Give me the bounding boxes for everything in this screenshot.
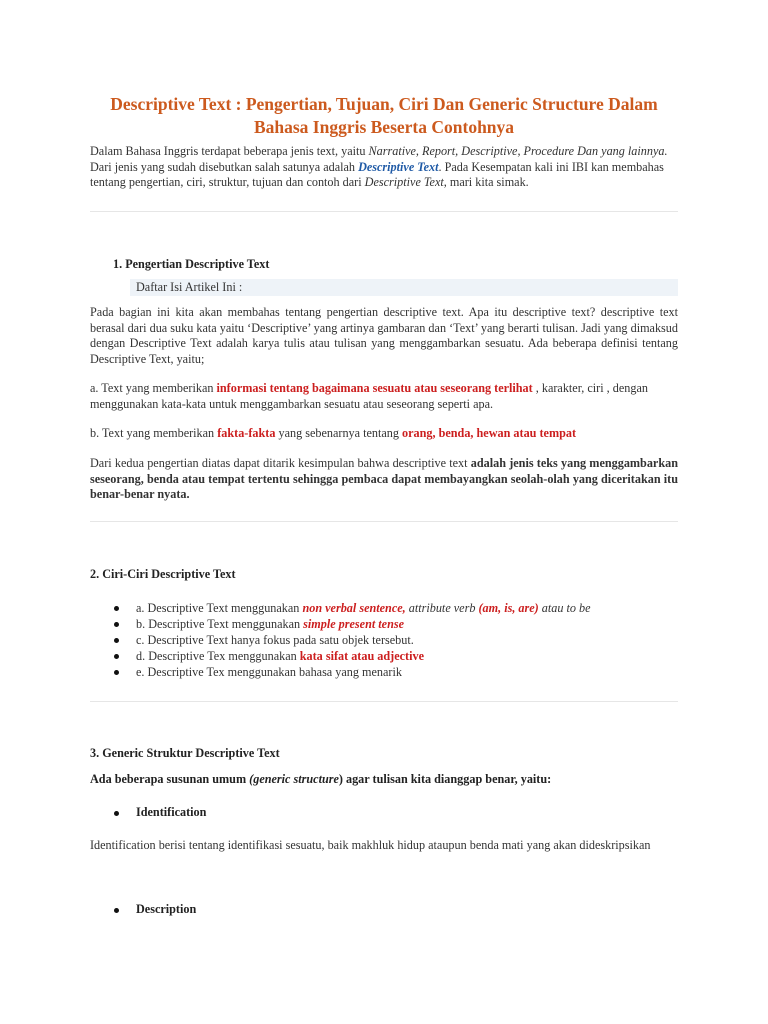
list-item <box>110 648 591 664</box>
definition-b <box>90 426 678 442</box>
list-item <box>110 632 591 648</box>
list-item <box>110 600 591 616</box>
bullet-icon <box>114 622 119 627</box>
divider <box>90 521 678 522</box>
bullet-icon <box>114 811 119 816</box>
highlight-red: orang, benda, hewan atau tempat <box>402 426 577 440</box>
list-item-italic: atau to be <box>538 601 591 615</box>
ciri-list <box>110 600 591 680</box>
table-of-contents[interactable]: Daftar Isi Artikel Ini : <box>130 279 678 296</box>
list-item-text: c. Descriptive Text hanya fokus pada satu objek tersebut. <box>136 633 414 647</box>
highlight-red: fakta-fakta <box>217 426 276 440</box>
conclusion-text: Dari kedua pengertian diatas dapat ditarik kesimpulan bahwa descriptive text <box>90 456 471 470</box>
highlight-red: non verbal sentence, <box>302 601 406 615</box>
list-item-text: e. Descriptive Tex menggunakan bahasa yang menarik <box>136 665 402 679</box>
section-heading-2: 2. Ciri-Ciri Descriptive Text <box>90 567 236 581</box>
intro-text: Dari jenis yang sudah disebutkan salah satunya adalah <box>90 159 359 174</box>
bullet-icon <box>114 670 119 675</box>
highlight-red: informasi tentang bagaimana sesuatu atau seseorang terlihat <box>216 381 533 395</box>
highlight-red: (am, is, are) <box>478 601 539 615</box>
list-item <box>110 616 591 632</box>
conclusion-bold: adalah jenis teks yang menggambarkan seseorang, benda atau tempat tertentu sehingga pembaca dapat membayangkan seolah-olah yang diceritakan itu benar-benar nyata. <box>90 456 678 501</box>
highlight-red: kata sifat atau adjective <box>299 649 424 663</box>
descriptive-text-link[interactable]: Descriptive Text <box>358 159 439 174</box>
bullet-icon <box>114 606 119 611</box>
lead-italic: (generic structure <box>249 772 339 786</box>
list-item-text: d. Descriptive Tex menggunakan <box>136 649 300 663</box>
article-title: Descriptive Text : Pengertian, Tujuan, Ciri Dan Generic Structure Dalam Bahasa Inggris Beserta Contohnya <box>110 94 658 137</box>
intro-text: , mari kita simak. <box>443 175 529 189</box>
definition-a-text: a. Text yang memberikan <box>90 381 217 395</box>
section-heading-3: 3. Generic Struktur Descriptive Text <box>90 746 280 760</box>
definition-paragraph: Pada bagian ini kita akan membahas tentang pengertian descriptive text. Apa itu descriptive text? descriptive text berasal dari dua suku kata yaitu ‘Descriptive’ yang artinya gambaran dan ‘Text’ yang berarti tulisan. Jadi yang dimaksud dengan Descriptive Text adalah karya tulis atau tulisan yang menggambarkan sesuatu. Ada beberapa definisi tentang Descriptive Text, yaitu; <box>90 305 678 366</box>
intro-italic-list: Narrative, Report, Descriptive, Procedure Dan yang lainnya. <box>368 144 668 158</box>
definition-b-text: yang sebenarnya tentang <box>275 426 403 440</box>
highlight-red: simple present tense <box>303 617 405 631</box>
list-item-text: a. Descriptive Text menggunakan <box>136 601 303 615</box>
section-heading-1: 1. Pengertian Descriptive Text <box>113 257 270 271</box>
list-item-text: b. Descriptive Text menggunakan <box>136 617 304 631</box>
intro-italic-term: Descriptive Text <box>364 175 444 189</box>
identification-text: Identification berisi tentang identifikasi sesuatu, baik makhluk hidup ataupun benda mati yang akan dideskripsikan <box>90 838 651 852</box>
definition-a-text: , karakter, ciri , dengan menggunakan kata-kata untuk menggambarkan sesuatu atau seseorang seperti apa. <box>90 381 648 411</box>
bullet-icon <box>114 908 119 913</box>
conclusion-paragraph <box>90 456 678 503</box>
intro-text: Dalam Bahasa Inggris terdapat beberapa jenis text, yaitu <box>90 144 369 158</box>
divider <box>90 211 678 212</box>
bullet-icon <box>114 638 119 643</box>
definition-b-text: b. Text yang memberikan <box>90 426 218 440</box>
divider <box>90 701 678 702</box>
bullet-icon <box>114 654 119 659</box>
list-item-italic: attribute verb <box>405 601 479 615</box>
generic-structure-lead <box>90 772 551 787</box>
identification-item <box>110 805 206 820</box>
lead-text: Ada beberapa susunan umum <box>90 772 250 786</box>
intro-paragraph <box>90 144 680 191</box>
definition-a <box>90 381 678 412</box>
description-label: Description <box>136 902 197 916</box>
description-item <box>110 902 196 917</box>
lead-text: ) agar tulisan kita dianggap benar, yaitu: <box>338 772 552 786</box>
list-item <box>110 664 591 680</box>
identification-label: Identification <box>136 805 207 819</box>
intro-text: . Pada Kesempatan kali ini IBI kan membahas tentang pengertian, ciri, struktur, tujuan dan contoh dari <box>90 159 664 189</box>
